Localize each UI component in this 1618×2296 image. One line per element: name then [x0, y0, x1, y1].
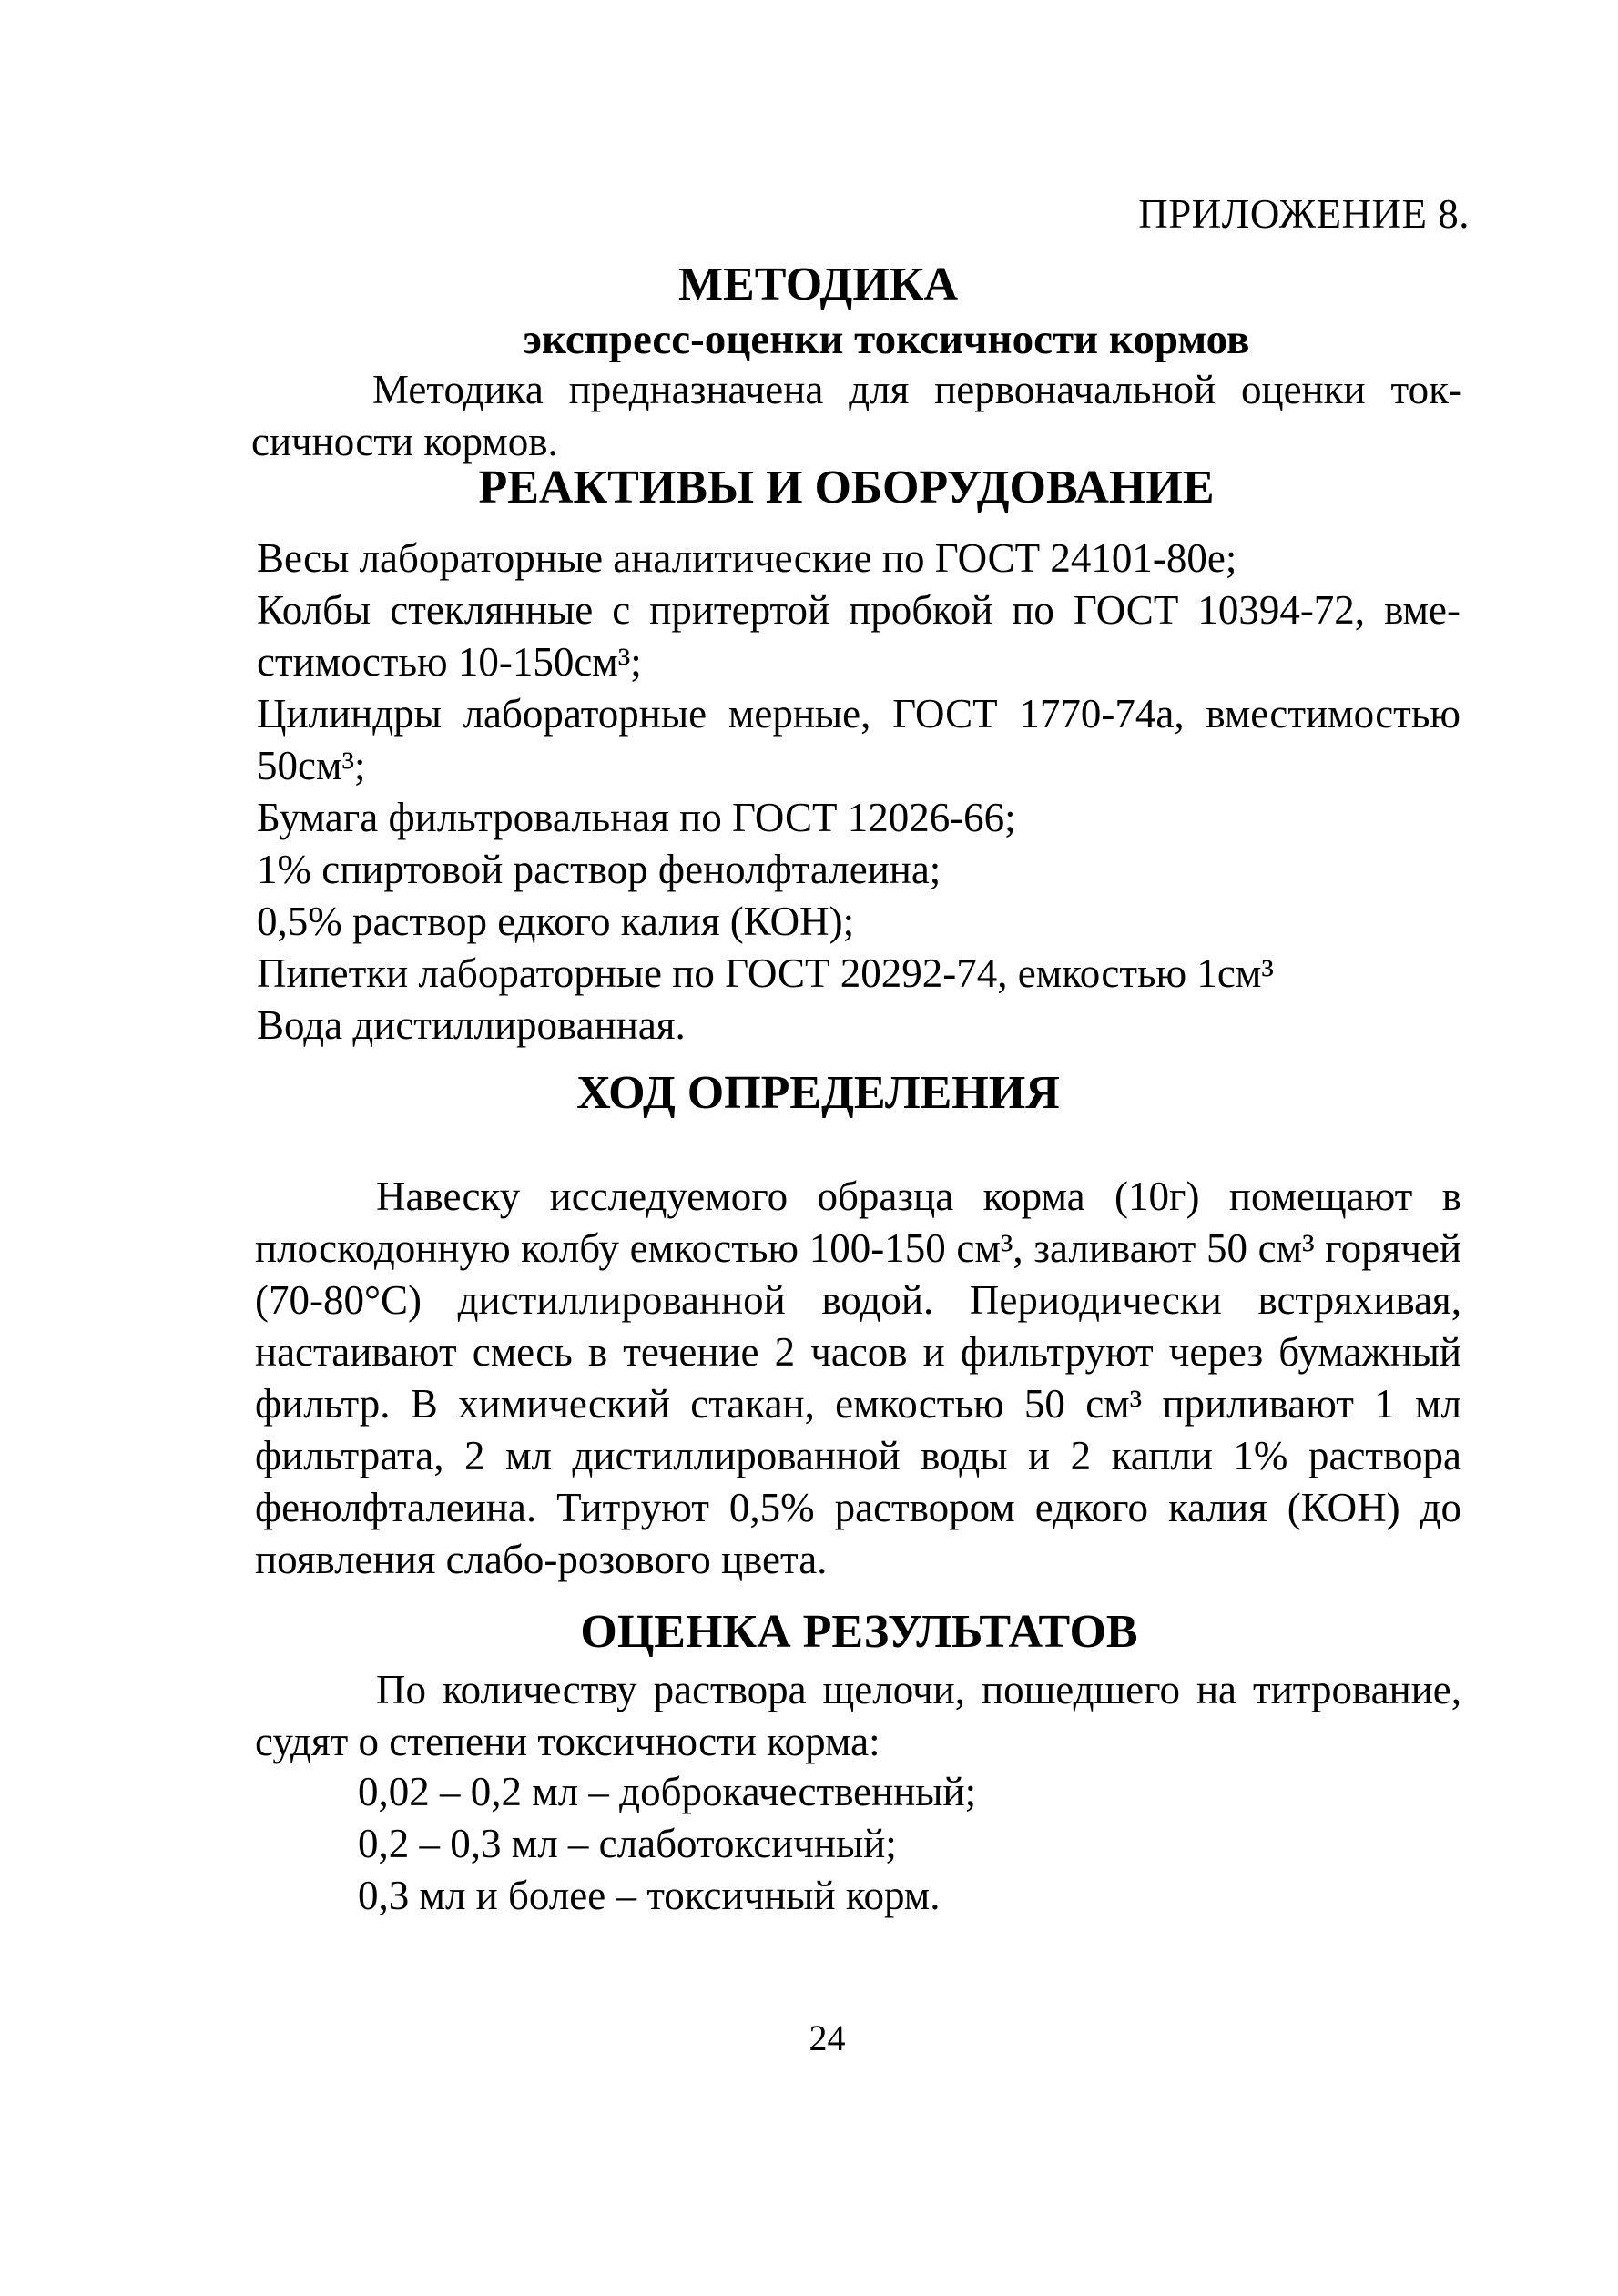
- reagent-item: Цилиндры лабораторные мерные, ГОСТ 1770-74а, вместимостью 50см³;: [257, 691, 1460, 788]
- reagent-item: Бумага фильтровальная по ГОСТ 12026-66;: [257, 795, 1016, 840]
- reagents-heading: РЕАКТИВЫ И ОБОРУДОВАНИЕ: [478, 462, 1215, 513]
- results-heading: ОЦЕНКА РЕЗУЛЬТАТОВ: [580, 1606, 1138, 1658]
- page-number: 24: [809, 2017, 846, 2058]
- reagent-item: 0,5% раствор едкого калия (КОН);: [257, 899, 855, 944]
- reagents-list: [257, 533, 1460, 1051]
- result-item: 0,2 – 0,3 мл – слаботоксичный;: [358, 1821, 897, 1866]
- appendix-label: ПРИЛОЖЕНИЕ 8.: [1138, 191, 1470, 237]
- reagent-item: Колбы стеклянные с притертой пробкой по ГОСТ 10394-72, вместимостью 10-150см³;: [257, 587, 1460, 685]
- document-subtitle: экспресс-оценки токсичности кормов: [523, 316, 1250, 363]
- document-title: МЕТОДИКА: [677, 259, 959, 310]
- reagent-item: 1% спиртовой раствор фенолфталеина;: [257, 847, 941, 892]
- result-item: 0,02 – 0,2 мл – доброкачественный;: [358, 1769, 977, 1814]
- results-list: [358, 1766, 976, 1922]
- procedure-heading: ХОД ОПРЕДЕЛЕНИЯ: [576, 1067, 1060, 1119]
- procedure-text: Навеску исследуемого образца корма (10г) помещают в плоскодонную колбу емкостью 100-150 см³, заливают 50 см³ горячей (70-80°С) дистиллированной водой. Периодически встряхивая, настаивают смесь в течение 2 часов и фильтруют через бумажный фильтр. В химический стакан, емкостью 50 см³ приливают 1 мл фильтрата, 2 мл дистиллированной воды и 2 капли 1% раствора фенолфталеина. Титруют 0,5% раствором едкого калия (КОН) до появления слабо-розового цвета.: [255, 1173, 1461, 1582]
- results-intro: По количеству раствора щелочи, пошедшего на титрование, судят о степени токсичности корма:: [255, 1667, 1461, 1764]
- reagent-item: Весы лабораторные аналитические по ГОСТ 24101-80е;: [257, 535, 1237, 581]
- purpose-paragraph: [251, 364, 1462, 468]
- result-item: 0,3 мл и более – токсичный корм.: [358, 1873, 941, 1918]
- reagent-item: Пипетки лабораторные по ГОСТ 20292-74, емкостью 1см³: [257, 950, 1274, 996]
- reagent-item: Вода дистиллированная.: [257, 1002, 686, 1048]
- purpose-text: Методика предназначена для первоначальной оценки токсичности кормов.: [251, 367, 1462, 464]
